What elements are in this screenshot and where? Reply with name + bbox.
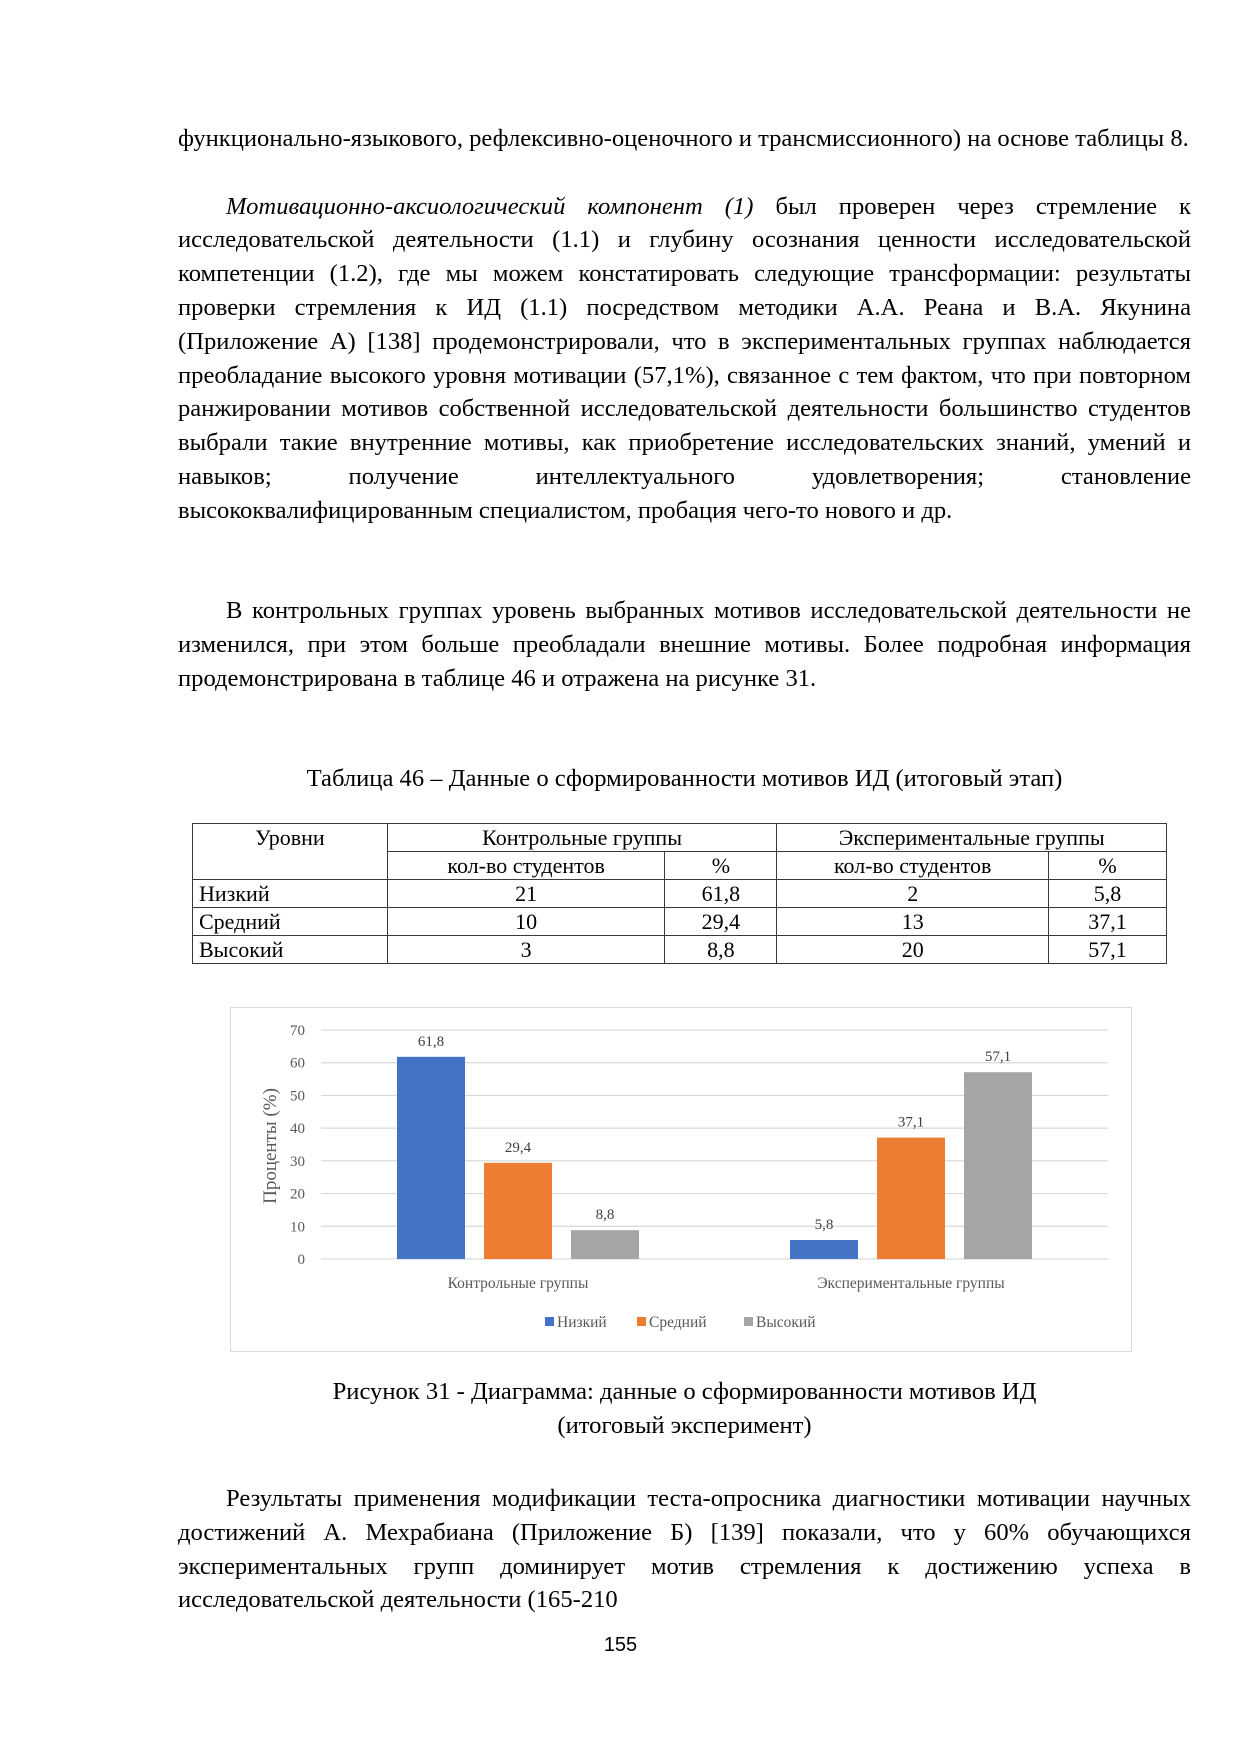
header-control-percent: % [665,852,777,880]
y-tick-label: 50 [290,1088,305,1105]
motives-table [192,823,1167,964]
cell-ctrl-pct: 61,8 [665,880,777,908]
legend-label: Высокий [756,1314,816,1331]
table-row [193,936,1167,964]
bar-Средний [484,1163,552,1259]
y-tick-label: 60 [290,1055,305,1072]
cell-exp-count: 20 [777,936,1049,964]
header-control-groups: Контрольные группы [387,824,777,852]
italic-term: Мотивационно-аксиологический компонент (1) [226,192,754,220]
y-tick-label: 70 [290,1023,305,1039]
data-label: 57,1 [984,1049,1012,1066]
bar-Высокий [964,1072,1032,1259]
paragraph-text: В контрольных группах уровень выбранных мотивов исследовательской деятельности не изменился, при этом больше преобладали внешние мотивы. Более подробная информация продемонстрирована в таблице 46 и отражена на рисунке 31. [178,597,1191,692]
cell-exp-count: 13 [777,908,1049,936]
y-tick-label: 10 [290,1219,305,1236]
paragraph-motivational-component [178,190,1191,528]
page-number: 155 [603,1634,638,1656]
paragraph-control-groups [178,594,1191,695]
table-caption: Таблица 46 – Данные о сформированности мотивов ИД (итоговый этап) [306,765,1063,792]
y-axis-label: Проценты (%) [260,1088,281,1204]
cell-ctrl-pct: 8,8 [665,936,777,964]
paragraph-text: Результаты применения модификации теста-опросника диагностики мотивации научных достижений А. Мехрабиана (Приложение Б) [139] показали, что у 60% обучающихся экспериментальных групп доминирует мотив стремления к достижению успеха в исследовательской деятельности (165-210 [178,1485,1191,1614]
figure-caption-line1: Рисунок 31 - Диаграмма: данные о сформированности мотивов ИД [332,1378,1037,1405]
header-experimental-groups: Экспериментальные группы [777,824,1167,852]
cell-exp-pct: 37,1 [1049,908,1167,936]
table-row [193,880,1167,908]
header-exp-percent: % [1049,852,1167,880]
cell-exp-pct: 5,8 [1049,880,1167,908]
data-label: 61,8 [417,1033,445,1050]
bar-Средний [877,1138,945,1259]
x-category-label: Контрольные группы [447,1275,589,1292]
data-label: 37,1 [897,1114,925,1131]
cell-exp-count: 2 [777,880,1049,908]
cell-ctrl-count: 21 [387,880,665,908]
bar-chart [230,1007,1132,1352]
legend-swatch-icon [637,1317,646,1326]
legend-label: Низкий [557,1314,607,1331]
cell-level: Низкий [193,880,388,908]
cell-ctrl-count: 3 [387,936,665,964]
cell-exp-pct: 57,1 [1049,936,1167,964]
x-category-label: Экспериментальные группы [817,1275,1005,1292]
data-label: 29,4 [504,1139,532,1156]
cell-level: Высокий [193,936,388,964]
data-label: 8,8 [595,1207,615,1224]
chart-canvas [231,1008,1131,1351]
paragraph-text: функционально-языкового, рефлексивно-оценочного и трансмиссионного) на основе таблицы 8. [178,125,1189,152]
legend-swatch-icon [744,1317,753,1326]
y-tick-label: 0 [297,1252,305,1268]
paragraph-text: был проверен через стремление к исследовательской деятельности (1.1) и глубину осознания ценности исследовательской компетенции (1.2), где мы можем констатировать следующие трансформации: результаты проверки стремления к ИД (1.1) посредством методики А.А. Реана и В.А. Якунина (Приложение А) [138] продемонстрировали, что в экспериментальных группах наблюдается преобладание высокого уровня мотивации (57,1%), связанное с тем фактом, что при повторном ранжировании мотивов собственной исследовательской деятельности большинство студентов выбрали такие внутренние мотивы, как приобретение исследовательских знаний, умений и навыков; получение интеллектуального удовлетворения; становление высококвалифицированным специалистом, пробация чего-то нового и др. [178,192,1191,524]
bar-Низкий [397,1057,465,1259]
cell-level: Средний [193,908,388,936]
cell-ctrl-pct: 29,4 [665,908,777,936]
header-control-count: кол-во студентов [387,852,665,880]
data-label: 5,8 [814,1217,834,1234]
paragraph-mehrabian-results [178,1482,1191,1617]
header-exp-count: кол-во студентов [777,852,1049,880]
y-tick-label: 20 [290,1186,305,1203]
figure-caption-line2: (итоговый эксперимент) [557,1411,812,1439]
y-tick-label: 40 [290,1121,305,1138]
header-levels: Уровни [193,824,388,880]
legend-label: Средний [649,1314,707,1331]
legend-swatch-icon [545,1317,554,1326]
bar-Высокий [571,1230,639,1259]
y-tick-label: 30 [290,1153,305,1170]
bar-Низкий [790,1240,858,1259]
table-header-row [193,824,1167,852]
paragraph-intro-continuation [178,122,1191,156]
cell-ctrl-count: 10 [387,908,665,936]
table-row [193,908,1167,936]
